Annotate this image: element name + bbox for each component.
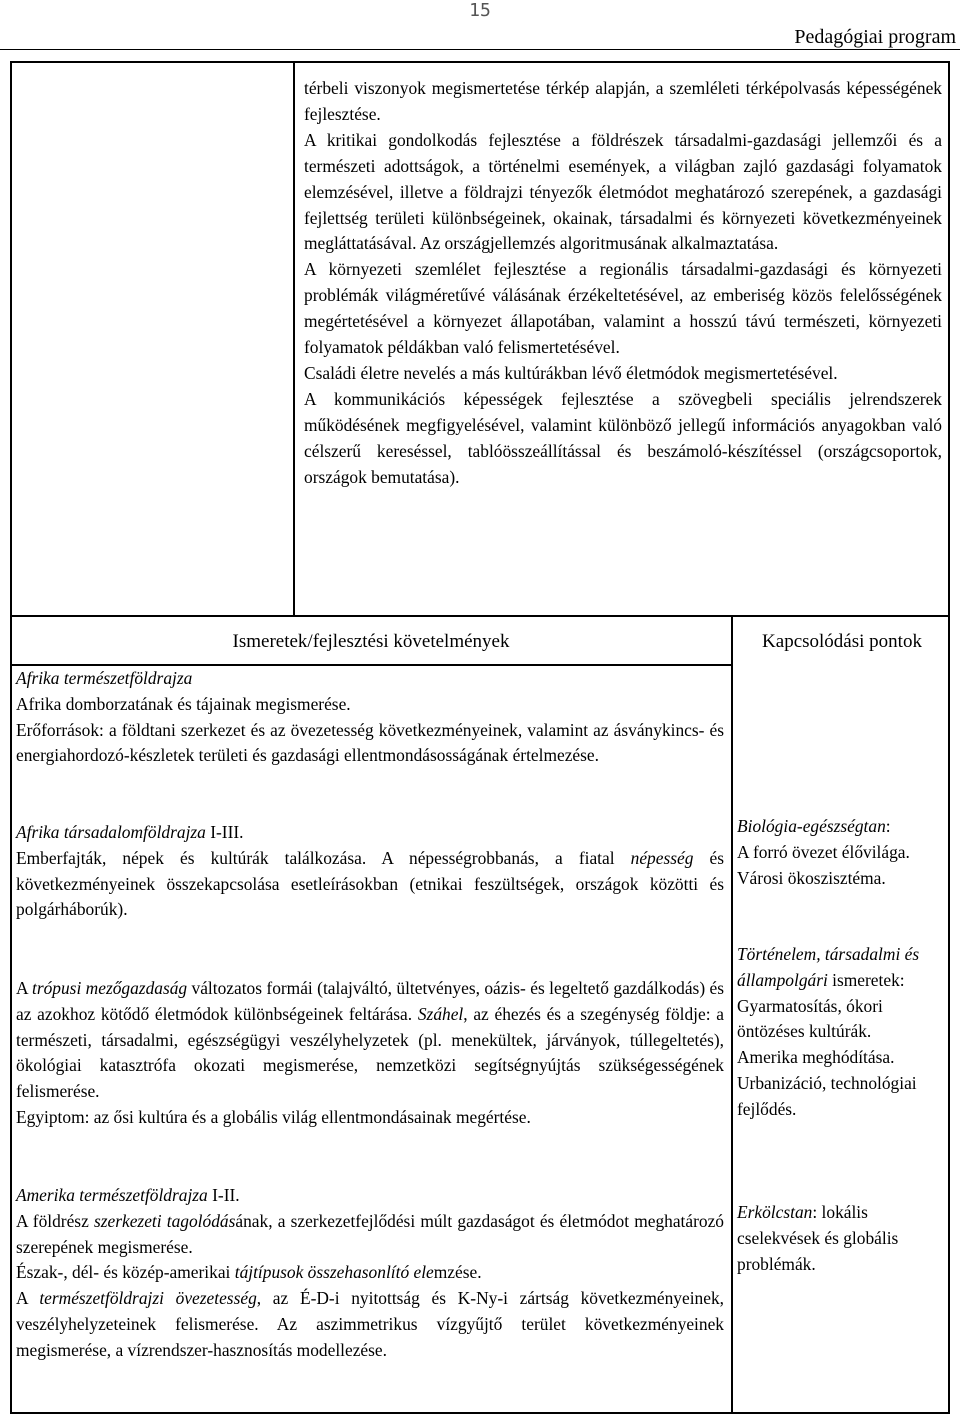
text-run-italic: népesség	[630, 847, 694, 868]
text-run-italic: természetföldrajzi övezetesség	[39, 1288, 257, 1309]
subject-name: Biológia-egészségtan	[737, 816, 886, 836]
link-paragraph	[737, 1200, 945, 1277]
section-paragraph	[16, 1260, 724, 1286]
intro-paragraph: A kommunikációs képességek fejlesztése a szövegbeli speciális jelrendszerek működésének megfigyelésével, valamint különböző jellegű információs anyagokban való célszerű kereséssel, tablóösszeállítással és beszámoló-készítéssel (országcsoportok, országok bemutatása).	[304, 388, 942, 487]
grade-range: I-III.	[205, 822, 244, 842]
link-paragraph: Gyarmatosítás, ókori öntözéses kultúrák.	[737, 995, 883, 1042]
text-run: A	[16, 1288, 40, 1309]
top-section-bottom-rule	[10, 615, 950, 617]
section-paragraph: Erőforrások: a földtani szerkezet és az övezetesség következményeinek, valamint az ásványkincs- és energiahordozó-készletek területi és gazdasági ellentmondásosságának értelmezése.	[16, 719, 724, 766]
column-header-knowledge: Ismeretek/fejlesztési követelmények	[232, 631, 510, 652]
section-africa-physical	[16, 666, 724, 769]
section-title-line	[16, 1183, 724, 1209]
section-title: Amerika természetföldrajza	[16, 1185, 208, 1205]
text-run-italic: trópusi mezőgazdaság	[32, 978, 188, 998]
competency-text	[304, 76, 942, 491]
text-run: A	[16, 978, 32, 998]
link-paragraph: Urbanizáció, technológiai fejlődés.	[737, 1072, 917, 1119]
intro-paragraph: Családi életre nevelés a más kultúrákban lévő életmódok megismertetésével.	[304, 362, 838, 383]
text-run: ismeretek:	[827, 969, 905, 990]
text-run: :	[885, 816, 891, 836]
link-ethics	[737, 1200, 945, 1277]
section-paragraph: Egyiptom: az ősi kultúra és a globális világ ellentmondásainak megértése.	[16, 1106, 531, 1127]
intro-paragraph: A kritikai gondolkodás fejlesztése a földrészek társadalmi-gazdasági jellemzői és a természeti adottságok, a történelmi események, a világban zajló gazdasági folyamatok elemzésével, illetve a földrajzi tényezők életmódot meghatározó szerepének, a gazdasági fejlettség területi különbségeinek, okainak, társadalmi és környezeti következményeinek megláttatásával. Az országjellemzés algoritmusának alkalmaztatása.	[304, 129, 942, 254]
section-title: Afrika természetföldrajza	[16, 668, 193, 688]
subject-name: Erkölcstan	[737, 1202, 813, 1222]
link-paragraph: A forró övezet élővilága. Városi ökoszisztéma.	[737, 841, 910, 888]
text-run: , az éhezés és a szegénység földje: a természeti, társadalmi, egészségügyi veszélyhelyzetek (pl. menekültek, járványok, túllegeltetés), ökológiai katasztrófa okozati megismerése, nemzetközi segítségnyújtás szükségességének felismerése.	[16, 1003, 724, 1102]
text-run: és következményeinek összekapcsolása esetleírásokban (etnikai feszültségek, országok közötti és polgárháborúk).	[16, 847, 724, 920]
text-run: Észak-, dél- és közép-amerikai	[16, 1262, 235, 1283]
section-paragraph: Afrika domborzatának és tájainak megismerése.	[16, 693, 351, 714]
section-paragraph	[16, 1209, 724, 1261]
link-biology	[737, 814, 945, 891]
text-run: , az É-D-i nyitottság és K-Ny-i zártság következményeinek, veszélyhelyzeteinek felismerése. Az aszimmetrikus vízgyűjtő terület következményeinek megismerése, a vízrendszer-hasznosítás modellezése.	[16, 1288, 724, 1360]
text-run: : lokális cselekvések és globális problémák.	[737, 1202, 899, 1274]
text-run: Emberfajták, népek és kultúrák találkozása. A népességrobbanás, a fiatal	[16, 847, 631, 868]
section-title: Afrika társadalomföldrajza	[16, 822, 206, 842]
grade-range: I-II.	[207, 1185, 240, 1205]
page-number: 15	[469, 0, 491, 21]
text-run: A földrész	[16, 1210, 94, 1231]
intro-paragraph: A környezeti szemlélet fejlesztése a regionális társadalmi-gazdasági és környezeti problémák világméretűvé válásának érzékeltetésével, az emberiség közös felelősségének megértetésével a környezet állapotában, valamint a hosszú távú természeti, környezeti folyamatok példákban való felismertetésével.	[304, 259, 942, 358]
link-history	[737, 942, 945, 1123]
section-africa-social	[16, 820, 724, 923]
text-run: mzése.	[433, 1262, 482, 1283]
text-run-italic: szerkezeti tagolódás	[93, 1210, 236, 1231]
running-title: Pedagógiai program	[794, 26, 956, 48]
section-tropical-agriculture	[16, 976, 724, 1131]
column-divider	[731, 615, 733, 1414]
link-paragraph: Amerika meghódítása.	[737, 1047, 895, 1068]
section-paragraph	[16, 1286, 724, 1363]
section-america-physical	[16, 1183, 724, 1364]
header-rule	[0, 49, 960, 50]
link-paragraph	[737, 814, 945, 840]
section-title-line	[16, 820, 724, 846]
subject-name: Történelem, társadalmi és állampolgári	[737, 944, 920, 990]
section-paragraph	[16, 846, 724, 923]
intro-paragraph: térbeli viszonyok megismertetése térkép alapján, a szemléleti térképolvasás képességének fejlesztése.	[304, 78, 942, 124]
text-run-italic: tájtípusok összehasonlító ele	[234, 1262, 434, 1283]
text-run: változatos formái (talajváltó, ültetvényes, oázis- és legeltető gazdálkodás) és az azokhoz kötődő életmódok különbségeinek feltárása.	[16, 978, 724, 1024]
top-section-divider	[293, 61, 295, 617]
text-run: ának, a szerkezetfejlődési múlt gazdaságot és életmódot meghatározó szerepének megismerése.	[16, 1210, 725, 1257]
link-paragraph	[737, 942, 945, 994]
text-run-italic: Száhel	[417, 1003, 464, 1024]
section-paragraph	[16, 976, 724, 1105]
column-header-links: Kapcsolódási pontok	[762, 631, 922, 652]
